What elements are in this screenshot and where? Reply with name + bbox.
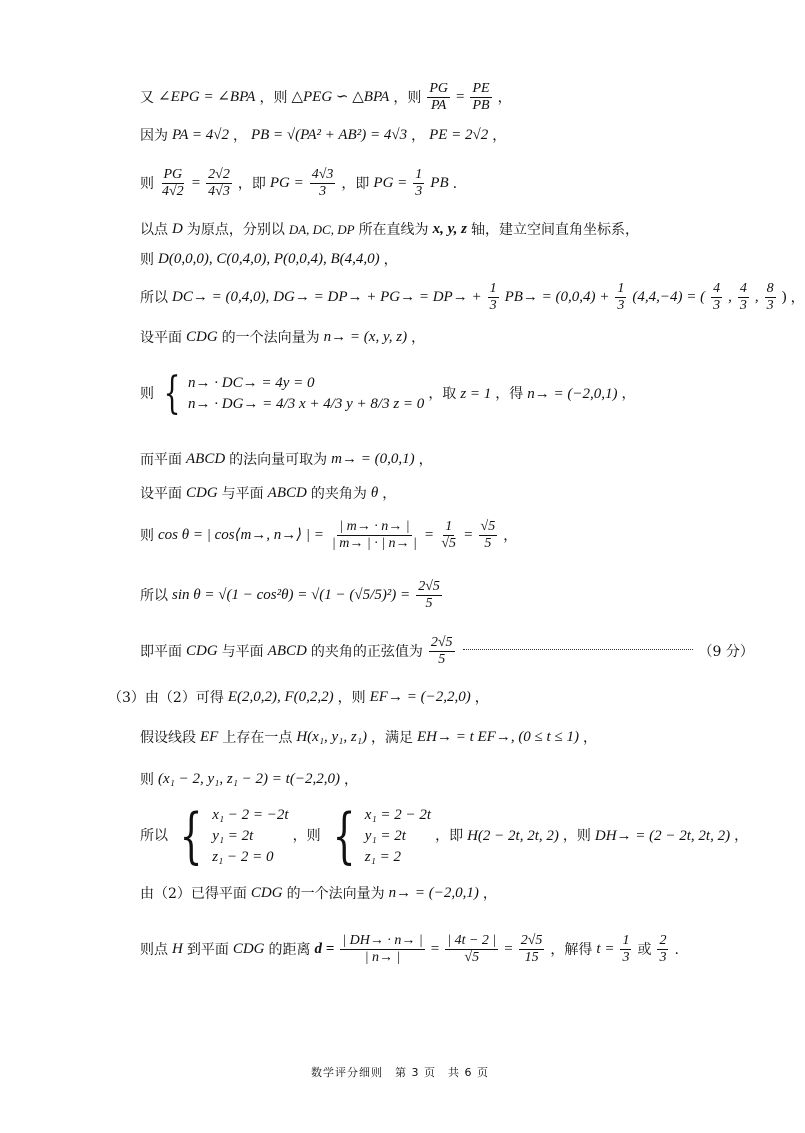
text: ， (790, 289, 805, 306)
math: ∠EPG = ∠BPA (158, 89, 256, 105)
text: ， (411, 329, 426, 346)
text: 与平面 (221, 643, 264, 660)
text: ， (734, 828, 749, 844)
text: ，则 (562, 828, 591, 844)
equation-system (158, 368, 425, 419)
text: ，即 (341, 175, 370, 192)
text: 则 (140, 386, 154, 402)
math: = (430, 941, 440, 957)
text: 因为 (140, 127, 168, 144)
text: ， (503, 527, 518, 544)
math: CDG (186, 485, 218, 501)
brace-icon: { (179, 801, 203, 871)
math: m→ = (0,0,1) (331, 451, 415, 467)
math: x, y, z (432, 221, 468, 237)
text: 的一个法向量为 (286, 885, 385, 902)
math: PG = (269, 175, 304, 191)
text: . (674, 941, 679, 958)
fraction: $\frac{4√3}{3}$ (311, 167, 334, 199)
fraction: $\frac{| DH\to \cdot n\to |}{| n\to |}$ (342, 933, 423, 965)
text: 的一个法向量为 (221, 329, 320, 346)
line-12 (140, 580, 444, 611)
math: cos θ = | cos⟨m→, n→⟩ | = (158, 527, 324, 543)
text: ，得 (495, 386, 524, 402)
text: 的法向量可取为 (229, 451, 328, 468)
text: ， (382, 485, 397, 502)
math: D(0,0,0), C(0,4,0), P(0,0,4), B(4,4,0) (158, 251, 380, 267)
text: ， (582, 729, 597, 746)
text: 则 (140, 251, 154, 268)
text: 则 (140, 771, 154, 788)
text: ，则 (337, 689, 366, 706)
equation: z₁ − 2 = 0 (212, 848, 274, 865)
text: 所在直线为 (358, 221, 429, 238)
text: 则 (140, 175, 154, 192)
math: z = 1 (460, 385, 492, 402)
line-6 (140, 282, 805, 313)
text: 所以 (140, 289, 168, 306)
text: 而平面 (140, 451, 182, 468)
math: CDG (232, 941, 265, 957)
text: 所以 (140, 828, 168, 844)
math: CDG (250, 885, 283, 901)
equation: n→ · DG→ = 4/3 x + 4/3 y + 8/3 z = 0 (188, 396, 425, 412)
math: E(2,0,2), F(0,2,2) (227, 689, 334, 705)
math: DC→ = (0,4,0), (172, 289, 270, 305)
text: ， (621, 386, 636, 402)
fraction: $\frac{2}{3}$ (659, 933, 667, 965)
line-10 (140, 486, 396, 501)
part-label: （3）由（2）可得 (108, 689, 224, 706)
text: ， (232, 127, 247, 144)
math: EF (200, 729, 219, 745)
text: 的夹角的正弦值为 (310, 643, 423, 660)
line-17 (140, 801, 749, 871)
line-18 (140, 886, 497, 901)
text: 则点 (140, 941, 168, 958)
line-3 (140, 168, 457, 199)
text: 的夹角为 (310, 485, 367, 502)
math: EH→ = t EF→, (0 ≤ t ≤ 1) (416, 729, 579, 745)
text: 上存在一点 (222, 729, 293, 746)
fraction: $\frac{1}{3}$ (617, 281, 625, 313)
text: 的距离 (268, 941, 311, 958)
text: ， (482, 885, 497, 902)
math: CDG (186, 329, 218, 345)
fraction: $\frac{2√5}{5}$ (430, 635, 453, 667)
text: 以点 (140, 221, 168, 238)
math: DH→ = (2 − 2t, 2t, 2) (594, 827, 731, 844)
text: 到平面 (186, 941, 229, 958)
text: 设平面 (140, 485, 182, 502)
text: ， (474, 689, 489, 706)
fraction: $\frac{8}{3}$ (766, 281, 774, 313)
line-19 (140, 934, 679, 965)
line-8 (140, 368, 636, 419)
text: ， (411, 127, 426, 144)
math: t = (596, 941, 615, 957)
text: ，取 (428, 386, 457, 402)
line-9 (140, 452, 433, 467)
text: 由（2）已得平面 (140, 885, 247, 902)
math: = (456, 89, 465, 105)
fraction: $\frac{| 4t - 2 |}{√5}$ (447, 933, 497, 965)
line-2 (140, 128, 506, 143)
text: ，解得 (550, 941, 593, 958)
math: = (191, 175, 201, 191)
text: ， (497, 89, 512, 106)
fraction: $\frac{2√2}{4√3}$ (208, 167, 230, 199)
math: PB (430, 175, 449, 191)
math: H (172, 941, 183, 957)
line-4 (140, 222, 639, 237)
equation: n→ · DC→ = 4y = 0 (188, 375, 315, 391)
fraction: $\frac{4}{3}$ (713, 281, 721, 313)
text: ，则 (292, 828, 321, 844)
line-7 (140, 330, 425, 345)
text: 即平面 (140, 643, 182, 660)
text: ， (418, 451, 433, 468)
dotted-leader (463, 649, 693, 650)
text: 则 (140, 527, 154, 544)
fraction: $\frac{2√5}{15}$ (520, 933, 543, 965)
text: ，即 (237, 175, 266, 192)
math: ABCD (186, 451, 226, 467)
equation-system (325, 801, 432, 871)
equation: z₁ = 2 (364, 848, 401, 865)
text: ，满足 (370, 729, 413, 746)
text: 或 (637, 941, 652, 958)
math: ABCD (267, 643, 307, 659)
math: (4,4,−4) = ( (632, 289, 706, 305)
equation-system (172, 801, 289, 871)
math: D (172, 221, 183, 237)
math: H(x₁, y₁, z₁) (296, 729, 367, 745)
math: EF→ = (−2,2,0) (369, 689, 471, 705)
text: 假设线段 (140, 729, 196, 746)
fraction: $\frac{PG}{PA}$ (429, 81, 449, 113)
math: CDG (186, 643, 218, 659)
text: ，则 (259, 89, 288, 106)
line-15 (140, 730, 597, 745)
text: ， (492, 127, 507, 144)
text: 设平面 (140, 329, 182, 346)
equation: x₁ = 2 − 2t (364, 806, 432, 823)
math: n→ = (x, y, z) (323, 329, 408, 345)
text: 所以 (140, 587, 168, 604)
line-11 (140, 520, 517, 551)
math: sin θ = √(1 − cos²θ) = √(1 − (√5/5)²) = (172, 587, 411, 603)
line-16 (140, 772, 358, 787)
equation: y₁ = 2t (364, 827, 406, 844)
math: PA = 4√2 (172, 127, 229, 143)
line-13 (140, 636, 754, 667)
text: 又 (140, 89, 154, 106)
math: ) (781, 289, 787, 305)
text: ， (383, 251, 398, 268)
math: = (504, 941, 513, 957)
math: PB→ = (0,0,4) + (504, 289, 610, 305)
math: d = (314, 941, 335, 957)
fraction: $\frac{√5}{5}$ (480, 519, 496, 551)
fraction: $\frac{PE}{PB}$ (472, 81, 490, 113)
math: n→ = (−2,0,1) (527, 385, 618, 402)
brace-icon: { (332, 801, 356, 871)
math: , (754, 289, 759, 305)
fraction: $\frac{1}{3}$ (415, 167, 423, 199)
line-1 (140, 82, 512, 113)
math: DG→ = DP→ + PG→ = DP→ + (273, 289, 482, 305)
text: ，则 (393, 89, 422, 106)
text: 为原点，分别以 (186, 221, 285, 238)
math: ABCD (267, 485, 307, 501)
line-14 (108, 690, 489, 705)
math: △PEG ∽ △BPA (291, 89, 390, 105)
page-footer: 数学评分细则 第 3 页 共 6 页 (311, 1066, 489, 1079)
fraction: $\frac{1}{√5}$ (441, 519, 457, 551)
math: PG = (373, 175, 408, 191)
math: θ (370, 485, 379, 501)
text: ，即 (435, 828, 464, 844)
fraction: $\frac{4}{3}$ (739, 281, 747, 313)
math: H(2 − 2t, 2t, 2) (467, 827, 559, 844)
fraction: $\frac{2√5}{5}$ (418, 579, 440, 611)
math: (x₁ − 2, y₁, z₁ − 2) = t(−2,2,0) (158, 771, 340, 787)
math: n→ = (−2,0,1) (388, 885, 479, 901)
text: ， (343, 771, 358, 788)
score-label: （9 分） (698, 643, 754, 660)
text: 与平面 (221, 485, 264, 502)
math: DA, DC, DP (288, 222, 355, 237)
equation: x₁ − 2 = −2t (212, 806, 289, 823)
math: = (424, 527, 434, 543)
fraction: $\frac{PG}{4√2}$ (162, 167, 184, 199)
math: = (464, 527, 473, 543)
text: . (452, 175, 458, 192)
fraction: $\frac{1}{3}$ (489, 281, 497, 313)
math: , (728, 289, 732, 305)
brace-icon: { (163, 368, 181, 419)
text: 轴，建立空间直角坐标系， (471, 221, 640, 238)
math: PB = √(PA² + AB²) = 4√3 (250, 127, 408, 143)
fraction: $\frac{| m\to \cdot n\to |}{| m\to | \cdot | n\to |}$ (331, 519, 417, 551)
fraction: $\frac{1}{3}$ (622, 933, 630, 965)
equation: y₁ = 2t (212, 827, 254, 844)
math: PE = 2√2 (429, 127, 489, 143)
line-5 (140, 252, 398, 267)
